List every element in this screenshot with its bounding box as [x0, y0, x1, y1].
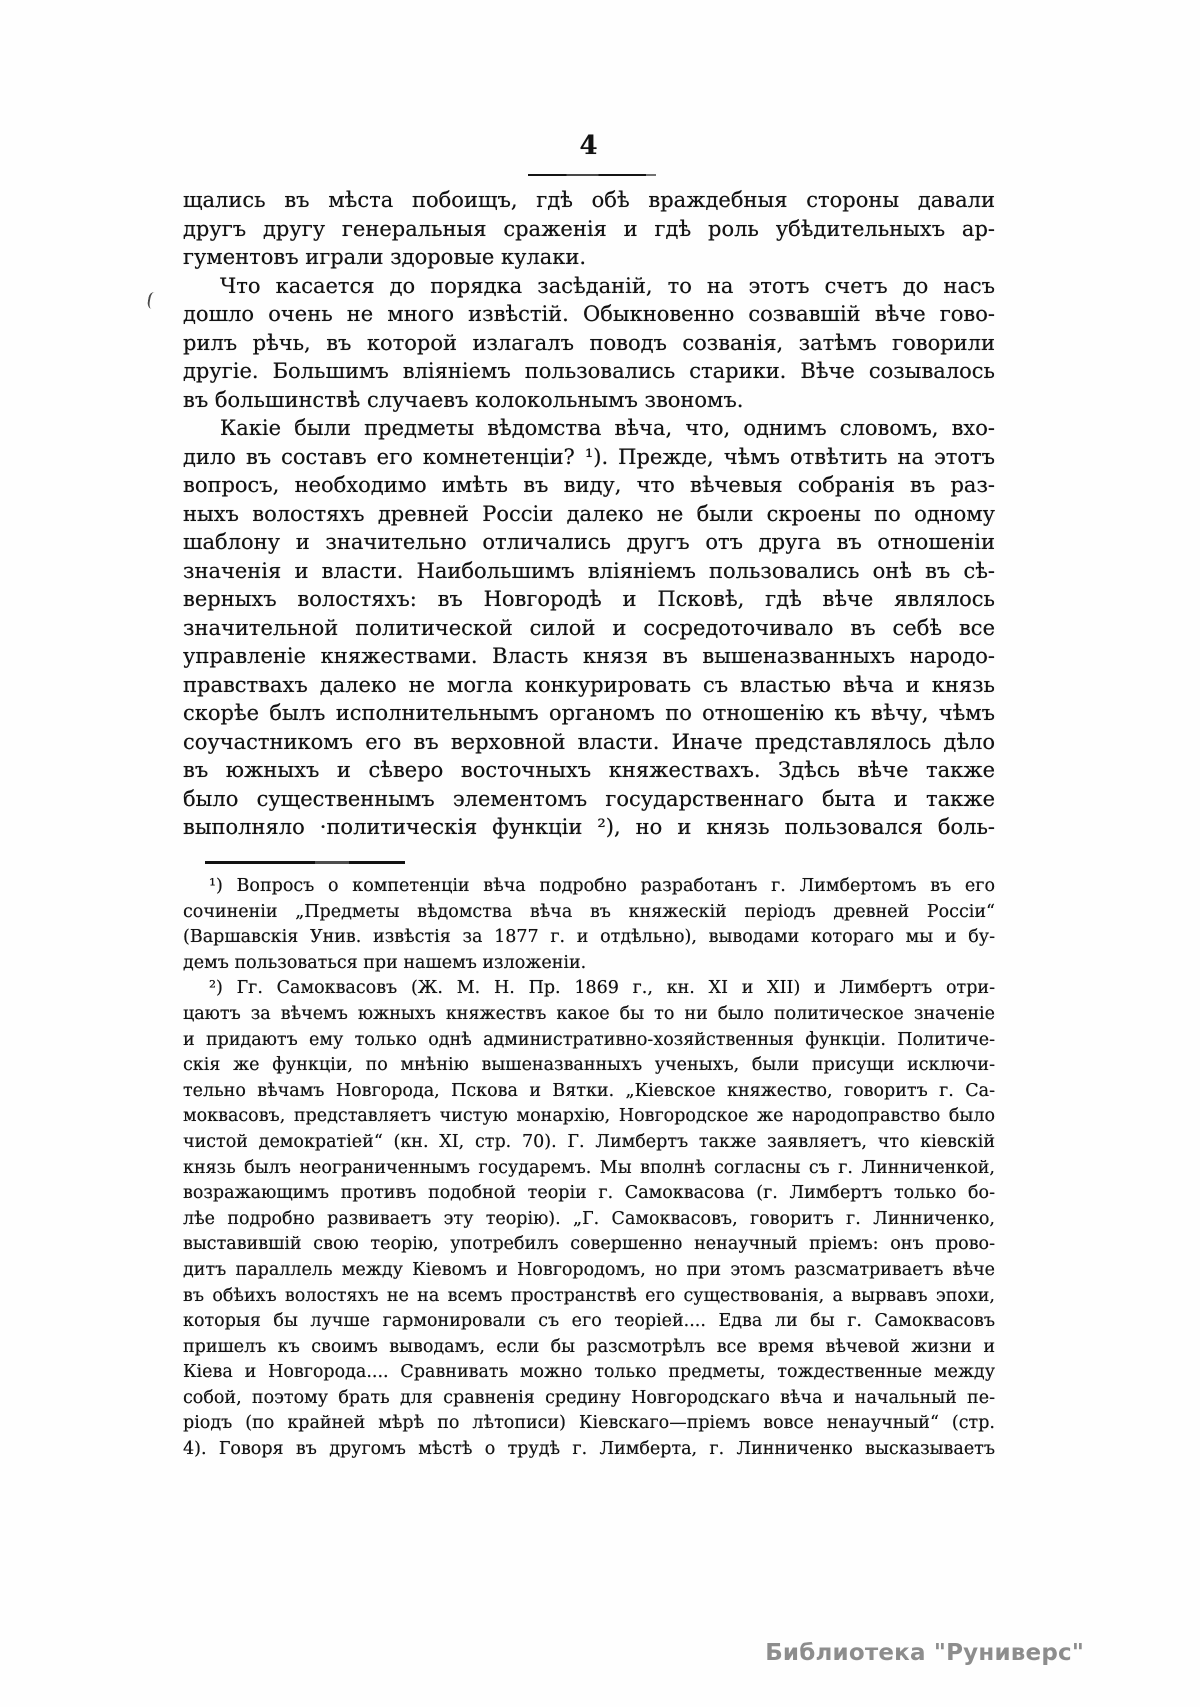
- footnote-line: дитъ параллель между Кіевомъ и Новгородомъ, но при этомъ разсматриваетъ вѣче: [183, 1259, 995, 1280]
- text-line: значительной политической силой и сосредоточивало въ себѣ все: [183, 615, 995, 640]
- text-line: Какіе были предметы вѣдомства вѣча, что, однимъ словомъ, вхо-: [220, 416, 995, 440]
- footnote-line: возражающимъ противъ подобной теоріи г. Самоквасова (г. Лимбертъ только бо-: [183, 1183, 995, 1204]
- footnote-line: выставившій свою теорію, употребилъ совершенно ненаучный пріемъ: онъ прово-: [183, 1234, 995, 1255]
- text-line: Что касается до порядка засѣданій, то на этотъ счетъ до насъ: [220, 273, 995, 298]
- footnote-divider-rule: [205, 861, 405, 864]
- footnote-line: цаютъ за вѣчемъ южныхъ княжествъ какое бы то ни было политическое значеніе: [183, 1003, 995, 1024]
- footnote-line: чистой демократіей“ (кн. XI, стр. 70). Г. Лимбертъ также заявляетъ, что кіевскій: [183, 1131, 995, 1152]
- footnotes-block: [183, 874, 995, 1463]
- footnote-line: сочиненіи „Предметы вѣдомства вѣча въ княжескій періодъ древней Россіи“: [183, 901, 995, 922]
- text-line: было существеннымъ элементомъ государственнаго быта и также: [183, 786, 995, 811]
- library-watermark: Библиотека "Руниверс": [765, 1640, 1084, 1666]
- text-line: шаблону и значительно отличались другъ отъ друга въ отношеніи: [183, 530, 995, 554]
- page-number: 4: [579, 131, 599, 161]
- text-line: дило въ составъ его комнетенціи? ¹). Прежде, чѣмъ отвѣтить на этотъ: [183, 444, 995, 469]
- text-line: другіе. Большимъ вліяніемъ пользовались старики. Вѣче созывалось: [183, 359, 995, 383]
- main-text-block: [183, 186, 995, 842]
- footnote-line: въ обѣихъ волостяхъ не на всемъ пространствѣ его существованія, а вырвавъ эпохи,: [183, 1285, 995, 1306]
- text-line: щались въ мѣста побоищъ, гдѣ обѣ враждебныя стороны давали: [183, 188, 995, 212]
- footnote-line: 4). Говоря въ другомъ мѣстѣ о трудѣ г. Лимберта, г. Линниченко высказываетъ: [183, 1439, 995, 1460]
- text-line: въ южныхъ и сѣверо восточныхъ княжествахъ. Здѣсь вѣче также: [183, 758, 995, 782]
- footnote-line: (Варшавскія Унив. извѣстія за 1877 г. и отдѣльно), выводами котораго мы и бу-: [183, 927, 995, 948]
- text-line: гументовъ играли здоровые кулаки.: [183, 245, 587, 269]
- footnote-line: князь былъ неограниченнымъ государемъ. Мы вполнѣ согласны съ г. Линниченкой,: [183, 1157, 995, 1178]
- text-line: въ большинствѣ случаевъ колокольнымъ звономъ.: [183, 387, 744, 412]
- footnote-line: лѣе подробно развиваетъ эту теорію). „Г. Самоквасовъ, говоритъ г. Линниченко,: [183, 1208, 995, 1229]
- scan-artifact: [147, 291, 160, 309]
- text-line: другъ другу генеральныя сраженія и гдѣ роль убѣдительныхъ ар-: [183, 216, 995, 241]
- text-line: вопросъ, необходимо имѣть въ виду, что вѣчевыя собранія въ раз-: [183, 473, 995, 497]
- text-line: управленіе княжествами. Власть князя въ вышеназванныхъ народо-: [183, 644, 995, 668]
- footnote-line: ²) Гг. Самоквасовъ (Ж. М. Н. Пр. 1869 г., кн. XI и XII) и Лимбертъ отри-: [209, 978, 995, 999]
- footnote-line: скія же функціи, по мнѣнію вышеназванныхъ ученыхъ, были присущи исключи-: [183, 1055, 995, 1076]
- footnote-line: пришелъ къ своимъ выводамъ, если бы разсмотрѣлъ все время вѣчевой жизни и: [183, 1336, 995, 1357]
- footnote-line: демъ пользоваться при нашемъ изложеніи.: [183, 952, 587, 973]
- text-line: значенія и власти. Наибольшимъ вліяніемъ пользовались онѣ въ сѣ-: [183, 558, 995, 583]
- footnote-line: моквасовъ, представляетъ чистую монархію, Новгородское же народоправство было: [183, 1106, 995, 1127]
- footnote-line: которыя бы лучше гармонировали съ его теоріей.... Едва ли бы г. Самоквасовъ: [183, 1311, 995, 1332]
- footnote-line: ріодъ (по крайней мѣрѣ по лѣтописи) Кіевскаго—пріемъ вовсе ненаучный“ (стр.: [183, 1413, 995, 1434]
- footnote-line: тельно вѣчамъ Новгорода, Пскова и Вятки. „Кіевское княжество, говоритъ г. Са-: [183, 1080, 995, 1101]
- text-line: дошло очень не много извѣстій. Обыкновенно созвавшій вѣче гово-: [183, 302, 995, 326]
- text-line: соучастникомъ его въ верховной власти. Иначе представлялось дѣло: [183, 729, 995, 754]
- text-line: верныхъ волостяхъ: въ Новгородѣ и Псковѣ, гдѣ вѣче являлось: [183, 587, 995, 611]
- footnote-line: собой, поэтому брать для сравненія средину Новгородскаго вѣча и начальный пе-: [183, 1387, 995, 1408]
- text-line: рилъ рѣчь, въ которой излагалъ поводъ созванія, затѣмъ говорили: [183, 330, 995, 355]
- text-line: правствахъ далеко не могла конкурировать съ властью вѣча и князь: [183, 672, 995, 697]
- footnote-line: Кіева и Новгорода.... Сравнивать можно только предметы, тождественные между: [183, 1362, 995, 1383]
- page-number-rule: [528, 174, 656, 176]
- text-line: выполняло ·политическія функціи ²), но и князь пользовался боль-: [183, 815, 995, 839]
- text-line: скорѣе былъ исполнительнымъ органомъ по отношенію къ вѣчу, чѣмъ: [183, 701, 995, 725]
- footnote-line: ¹) Вопросъ о компетенціи вѣча подробно разработанъ г. Лимбертомъ въ его: [209, 876, 995, 896]
- footnote-line: и придаютъ ему только однѣ административно-хозяйственныя функціи. Политиче-: [183, 1029, 995, 1050]
- text-line: ныхъ волостяхъ древней Россіи далеко не были скроены по одному: [183, 501, 995, 526]
